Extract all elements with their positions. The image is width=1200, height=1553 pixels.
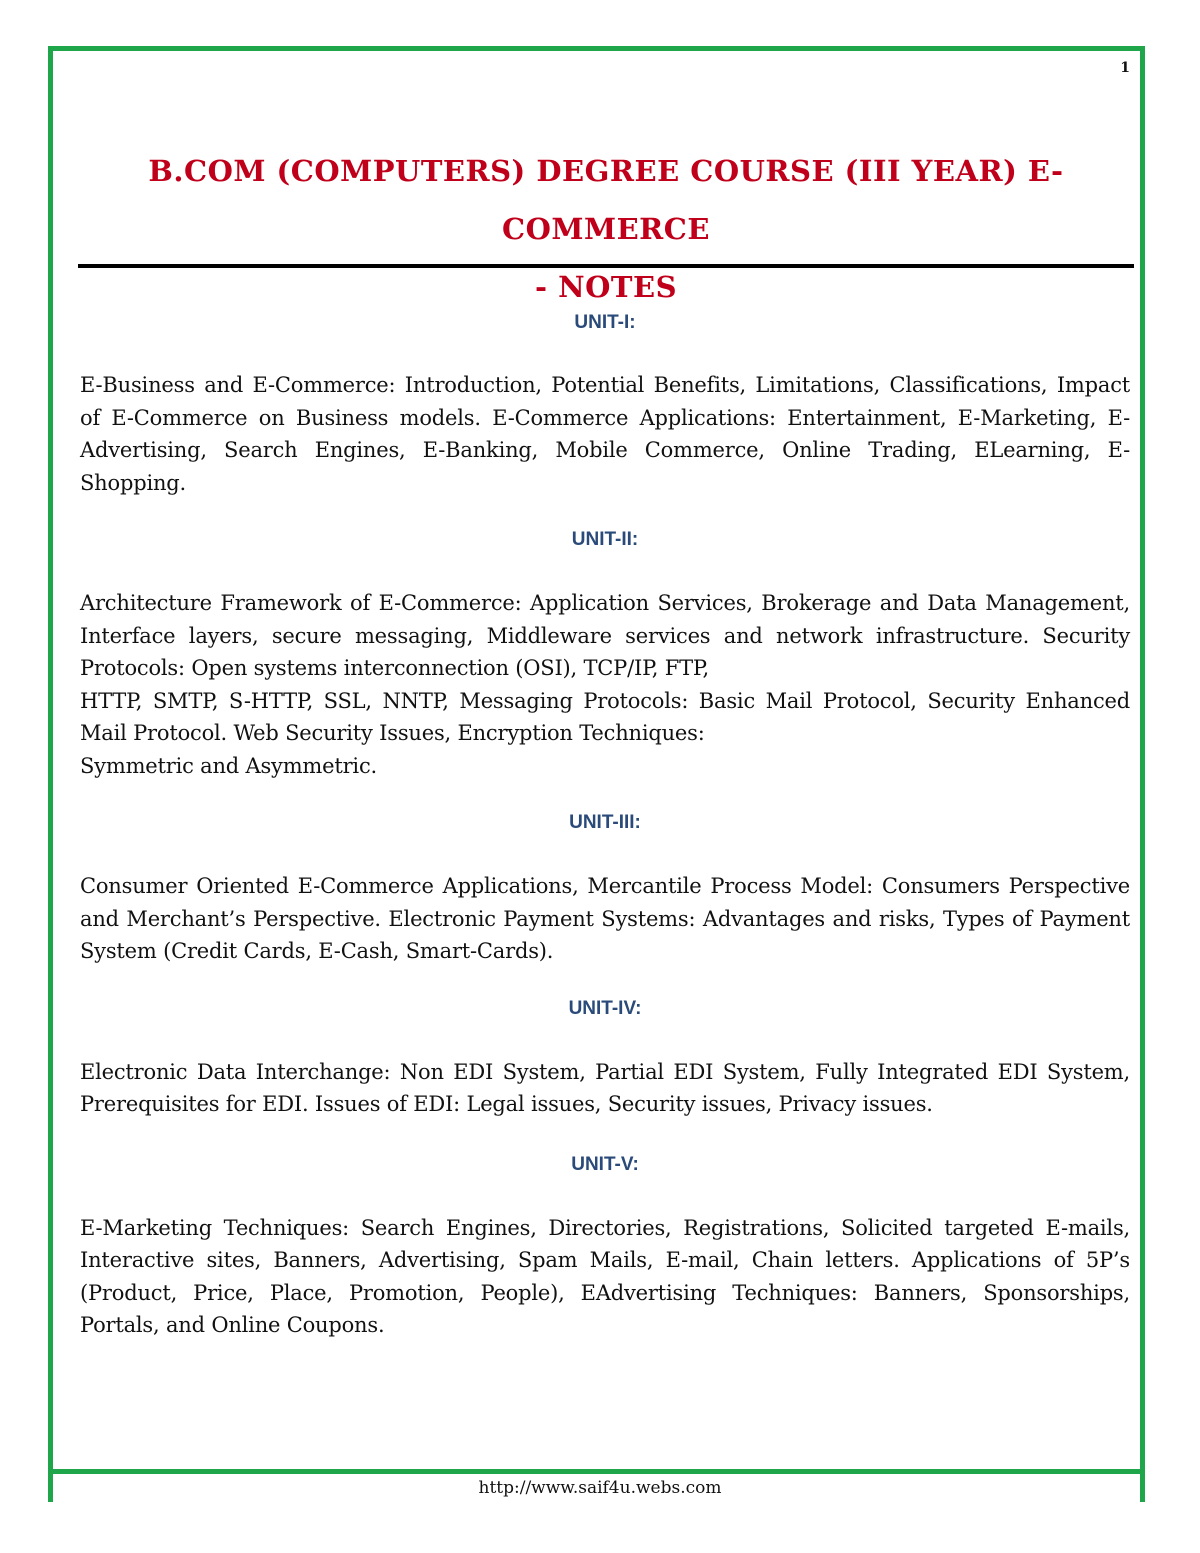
- unit-1-body: E-Business and E-Commerce: Introduction, Potential Benefits, Limitations, Classifications, Impact of E-Commerce on Business models. E-Commerce Applications: Entertainment, E-Marketing, E-Advertising, Search Engines, E-Banking, Mobile Commerce, Online Trading, ELearning, E-Shopping.: [80, 373, 1130, 495]
- unit-5-body: E-Marketing Techniques: Search Engines, Directories, Registrations, Solicited targeted E-mails, Interactive sites, Banners, Advertising, Spam Mails, E-mail, Chain letters. Applications of 5P’s (Product, Price, Place, Promotion, People), EAdvertising Techniques: Banners, Sponsorships, Portals, and Online Coupons.: [80, 1215, 1130, 1337]
- unit-4-body: Electronic Data Interchange: Non EDI System, Partial EDI System, Fully Integrated EDI System, Prerequisites for EDI. Issues of EDI: Legal issues, Security issues, Privacy issues.: [80, 1059, 1130, 1116]
- document-title: [80, 142, 1132, 316]
- document-body: [80, 312, 1130, 1342]
- unit-5-heading: UNIT-V:: [571, 1153, 639, 1175]
- unit-2-heading: UNIT-II:: [571, 529, 639, 550]
- unit-3-body: Consumer Oriented E-Commerce Applications, Mercantile Process Model: Consumers Perspective and Merchant’s Perspective. Electronic Payment Systems: Advantages and risks, Types of Payment System (Credit Cards, E-Cash, Smart-Cards).: [80, 874, 1130, 963]
- unit-2-body-part-1: Architecture Framework of E-Commerce: Application Services, Brokerage and Data Management, Interface layers, secure messaging, Middleware services and network infrastructure. Security Protocols: Open systems interconnection (OSI), TCP/IP, FTP,: [80, 591, 1130, 680]
- unit-3-heading: UNIT-III:: [569, 812, 641, 833]
- unit-2-body: [80, 587, 1130, 782]
- page-number: 1: [1120, 60, 1130, 76]
- unit-2-body-part-2: HTTP, SMTP, S-HTTP, SSL, NNTP, Messaging Protocols: Basic Mail Protocol, Security Enhanced Mail Protocol. Web Security Issues, Encryption Techniques:: [80, 688, 1130, 745]
- unit-4-heading: UNIT-IV:: [568, 997, 642, 1019]
- title-divider: [78, 264, 1134, 268]
- document-title-line-1: B.COM (COMPUTERS) DEGREE COURSE (III YEAR) E-COMMERCE: [148, 154, 1064, 246]
- unit-1-heading: UNIT-I:: [574, 312, 636, 333]
- document-title-line-2: - NOTES: [534, 270, 678, 304]
- footer-url: http://www.saif4u.webs.com: [478, 1478, 722, 1498]
- unit-2-body-part-3: Symmetric and Asymmetric.: [80, 753, 377, 778]
